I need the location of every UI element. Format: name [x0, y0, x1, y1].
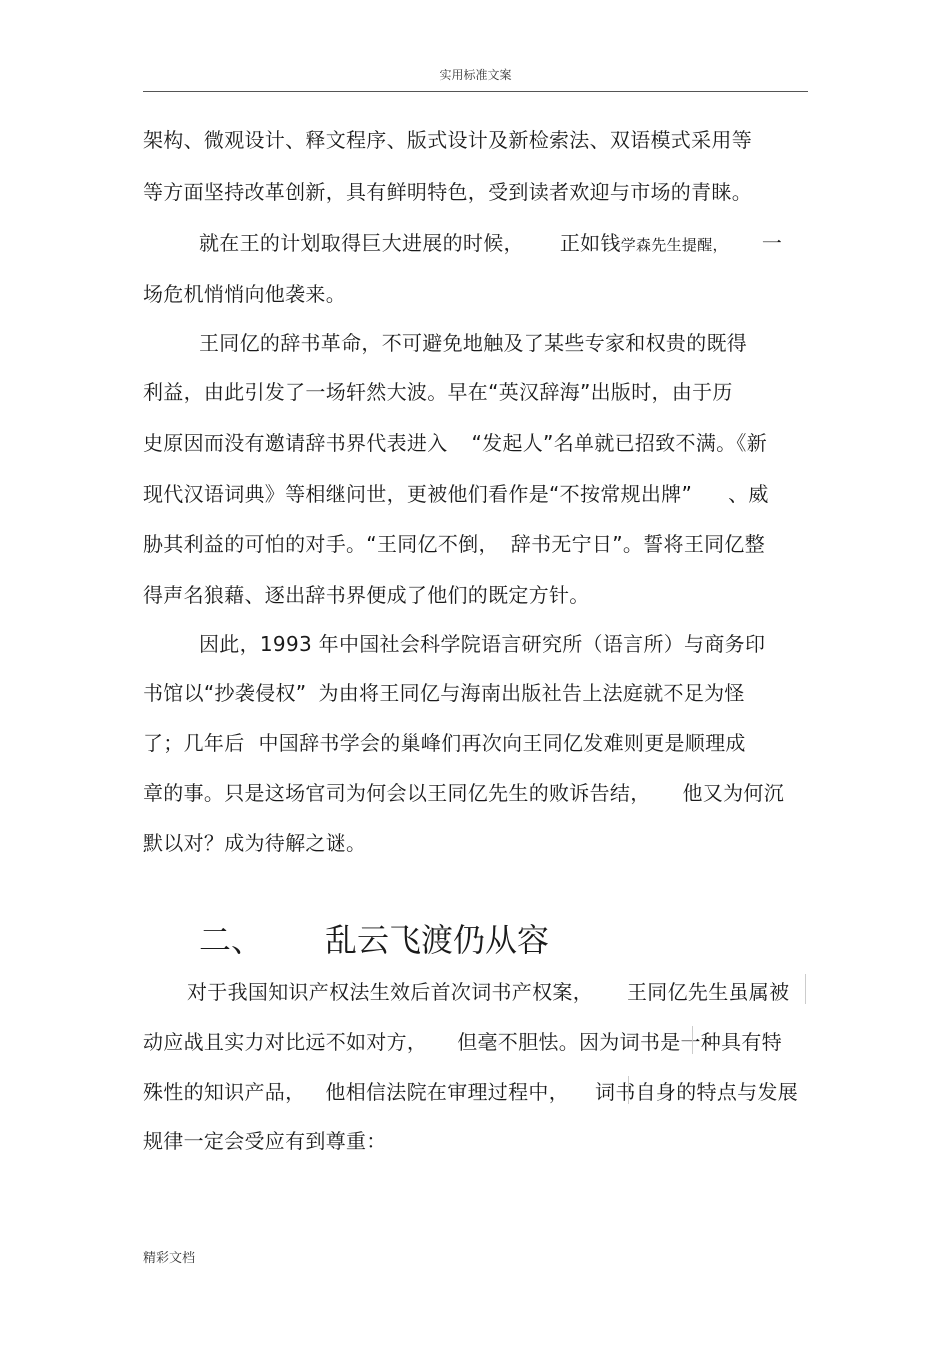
page-footer: 精彩文档: [143, 1251, 196, 1266]
paragraph-4-line-1: 因此，1993 年中国社会科学院语言研究所（语言所）与商务印: [199, 632, 766, 656]
scan-mark: [628, 1076, 629, 1104]
paragraph-4-line-4-b: 他又为何沉: [682, 781, 784, 805]
paragraph-3-line-3-a: 史原因而没有邀请辞书界代表进入: [143, 431, 448, 455]
paragraph-4-line-5: 默以对？成为待解之谜。: [143, 831, 367, 855]
paragraph-4-line-3: [143, 731, 746, 755]
paragraph-4-line-3-b: 中国辞书学会的巢峰们再次向王同亿发难则更是顺理成: [258, 731, 746, 755]
paragraph-5-line-2-b: 但毫不胆怯。因为词书是一种具有特: [457, 1030, 783, 1054]
paragraph-2-text-b: 正如钱: [559, 231, 621, 255]
header-divider: [143, 91, 808, 92]
paragraph-2-text-a: 就在王的计划取得巨大进展的时候，: [199, 231, 524, 255]
paragraph-5-line-4: 规律一定会受应有到尊重：: [143, 1129, 387, 1153]
scan-mark: [805, 974, 806, 1004]
paragraph-5-line-3-b: 他相信法院在审理过程中，: [325, 1080, 570, 1104]
paragraph-3-line-5-a: 胁其利益的可怕的对手。“王同亿不倒，: [143, 532, 499, 556]
paragraph-3-line-4-a: 现代汉语词典》等相继问世，更被他们看作是“不按常规出牌”: [143, 482, 693, 506]
paragraph-5-line-3-a: 殊性的知识产品，: [143, 1080, 306, 1104]
section-title: 乱云飞渡仍从容: [325, 921, 550, 959]
paragraph-2-text-d: 一: [761, 231, 783, 255]
page-header: 实用标准文案: [439, 68, 512, 82]
paragraph-3-line-3: [143, 431, 767, 455]
paragraph-1-line-2: 等方面坚持改革创新，具有鲜明特色，受到读者欢迎与市场的青睐。: [143, 180, 752, 204]
paragraph-3-line-4: [143, 482, 769, 506]
paragraph-5-line-1-b: 王同亿先生虽属被: [627, 980, 790, 1004]
paragraph-2-line-1: [199, 231, 782, 257]
scan-mark: [692, 1026, 693, 1054]
paragraph-3-line-1: 王同亿的辞书革命，不可避免地触及了某些专家和权贵的既得: [199, 331, 748, 355]
paragraph-4-line-2-a: 书馆以“抄袭侵权”: [143, 681, 307, 705]
paragraph-3-line-3-b: “发起人”名单就已招致不满。《新: [471, 431, 768, 455]
section-number: 二、: [199, 921, 264, 959]
paragraph-4-line-3-a: 了；几年后: [143, 731, 245, 755]
paragraph-5-line-2-a: 动应战且实力对比远不如对方，: [143, 1030, 428, 1054]
paragraph-4-line-4-a: 章的事。只是这场官司为何会以王同亿先生的败诉告结，: [143, 781, 651, 805]
paragraph-5-line-1-a: 对于我国知识产权法生效后首次词书产权案，: [187, 980, 593, 1004]
paragraph-3-line-6: 得声名狼藉、逐出辞书界便成了他们的既定方针。: [143, 583, 590, 607]
paragraph-5-line-3: [143, 1080, 798, 1104]
section-heading: [199, 920, 549, 960]
paragraph-5-line-1: [187, 980, 789, 1004]
paragraph-2-text-c: 学森先生提醒，: [620, 236, 728, 254]
paragraph-3-line-5-b: 辞书无宁日”。誓将王同亿整: [510, 532, 766, 556]
paragraph-3-line-5: [143, 532, 765, 556]
paragraph-2-line-2: 场危机悄悄向他袭来。: [143, 282, 346, 306]
paragraph-4-line-2-b: 为由将王同亿与海南出版社告上法庭就不足为怪: [318, 681, 745, 705]
paragraph-4-line-2: [143, 681, 745, 705]
paragraph-5-line-3-c: 词书自身的特点与发展: [595, 1080, 799, 1104]
paragraph-3-line-4-b: 、威: [728, 482, 769, 506]
paragraph-3-line-2: 利益，由此引发了一场轩然大波。早在“英汉辞海”出版时，由于历: [143, 380, 733, 404]
paragraph-5-line-2: [143, 1030, 782, 1054]
paragraph-1-line-1: 架构、微观设计、释文程序、版式设计及新检索法、双语模式采用等: [143, 128, 752, 152]
paragraph-4-line-4: [143, 781, 784, 805]
